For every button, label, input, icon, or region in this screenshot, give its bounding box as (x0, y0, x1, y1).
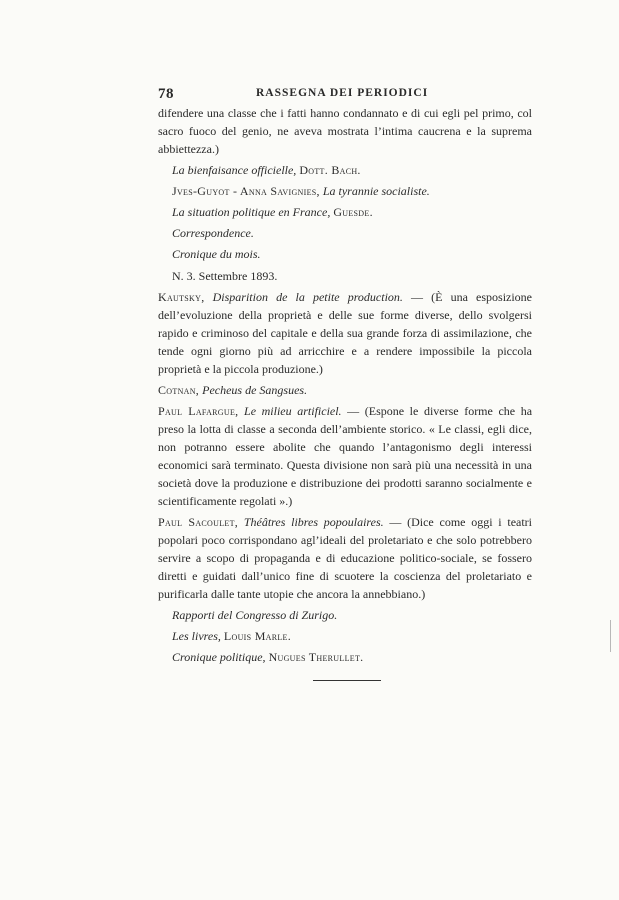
entry-paragraph (158, 513, 532, 603)
entry-title: La situation politique en France, (172, 205, 331, 219)
entry-title: Disparition de la petite production. (212, 290, 403, 304)
entry-line (158, 648, 532, 666)
entry-title: Théâtres libres popoulaires. (243, 515, 384, 529)
entry-author: Paul Sacoulet, (158, 515, 239, 529)
entry-author: Kautsky, (158, 290, 205, 304)
entry-author: Dott. Bach. (299, 163, 361, 177)
page-header (158, 86, 530, 106)
page-number: 78 (158, 86, 174, 102)
entry-title: Le milieu artificiel. (244, 404, 342, 418)
page-body (158, 104, 532, 669)
entry-author: Cotnan, (158, 383, 200, 397)
entry-title: Pecheus de Sangsues. (202, 383, 308, 397)
entry-title: Rapporti del Congresso di Zurigo. (172, 608, 338, 622)
section-divider (313, 680, 381, 681)
entry-line (158, 627, 532, 645)
entry-line (158, 381, 532, 399)
entry-title: Correspondence. (172, 226, 254, 240)
entry-title: La tyrannie socialiste. (322, 184, 430, 198)
issue-heading (158, 267, 532, 285)
entry-title: La bienfaisance officielle, (172, 163, 297, 177)
entry-summary: — (Dice come oggi i teatri popolari poco corrispondano agl’ideali del proletariato e che solo potrebbero servire a scopo di propaganda e di educazione politico-sociale, se fossero diretti e guidati dall’unico fine di scuotere la coscienza del proletariato e purificarla dalle tante utopie che ancora la annebbiano.) (158, 515, 533, 601)
entry-author: Jves-Guyot - Anna Savignies, (172, 184, 320, 198)
entry-summary: — (È una esposizione dell’evoluzione della proprietà e delle sue forme diverse, dello svolgersi rapido e criminoso del capitale e della sua grande forza di assimilazione, che tende ogni giorno più ad arricchire e a rendere impossibile la piccola proprietà e la piccola produzione.) (158, 290, 533, 376)
entry-line (158, 224, 532, 242)
entry-title: Cronique du mois. (172, 247, 261, 261)
entry-title: Cronique politique, (172, 650, 266, 664)
intro-paragraph (158, 104, 532, 158)
entry-author: Louis Marle. (223, 629, 292, 643)
entry-author: Guesde. (333, 205, 373, 219)
issue-number: N. 3. Settembre 1893. (172, 269, 278, 283)
entry-line (158, 606, 532, 624)
intro-text: difendere una classe che i fatti hanno condannato e di cui egli pel primo, col sacro fuoco del genio, ne aveva mostrata l’intima caucrena e la suprema abbiettezza.) (158, 106, 532, 156)
running-title: RASSEGNA DEI PERIODICI (256, 87, 429, 99)
entry-author: Paul Lafargue, (158, 404, 239, 418)
entry-paragraph (158, 288, 532, 378)
entry-line (158, 245, 532, 263)
entry-summary: — (Espone le diverse forme che ha preso la lotta di classe a seconda dell’ambiente storico. « Le classi, egli dice, non potranno essere abolite che quando l’antagonismo degli interessi economici sarà terminato. Questa divisione non sarà più una necessità in una società dove la produzione e distribuzione dei prodotti saranno socialmente e scientificamente regolati ».) (158, 404, 533, 508)
entry-title: Les livres, (172, 629, 221, 643)
entry-line (158, 161, 532, 179)
entry-author: Nugues Therullet. (268, 650, 364, 664)
entry-line (158, 182, 532, 200)
entry-line (158, 203, 532, 221)
entry-paragraph (158, 402, 532, 510)
scan-edge-mark (610, 620, 611, 652)
